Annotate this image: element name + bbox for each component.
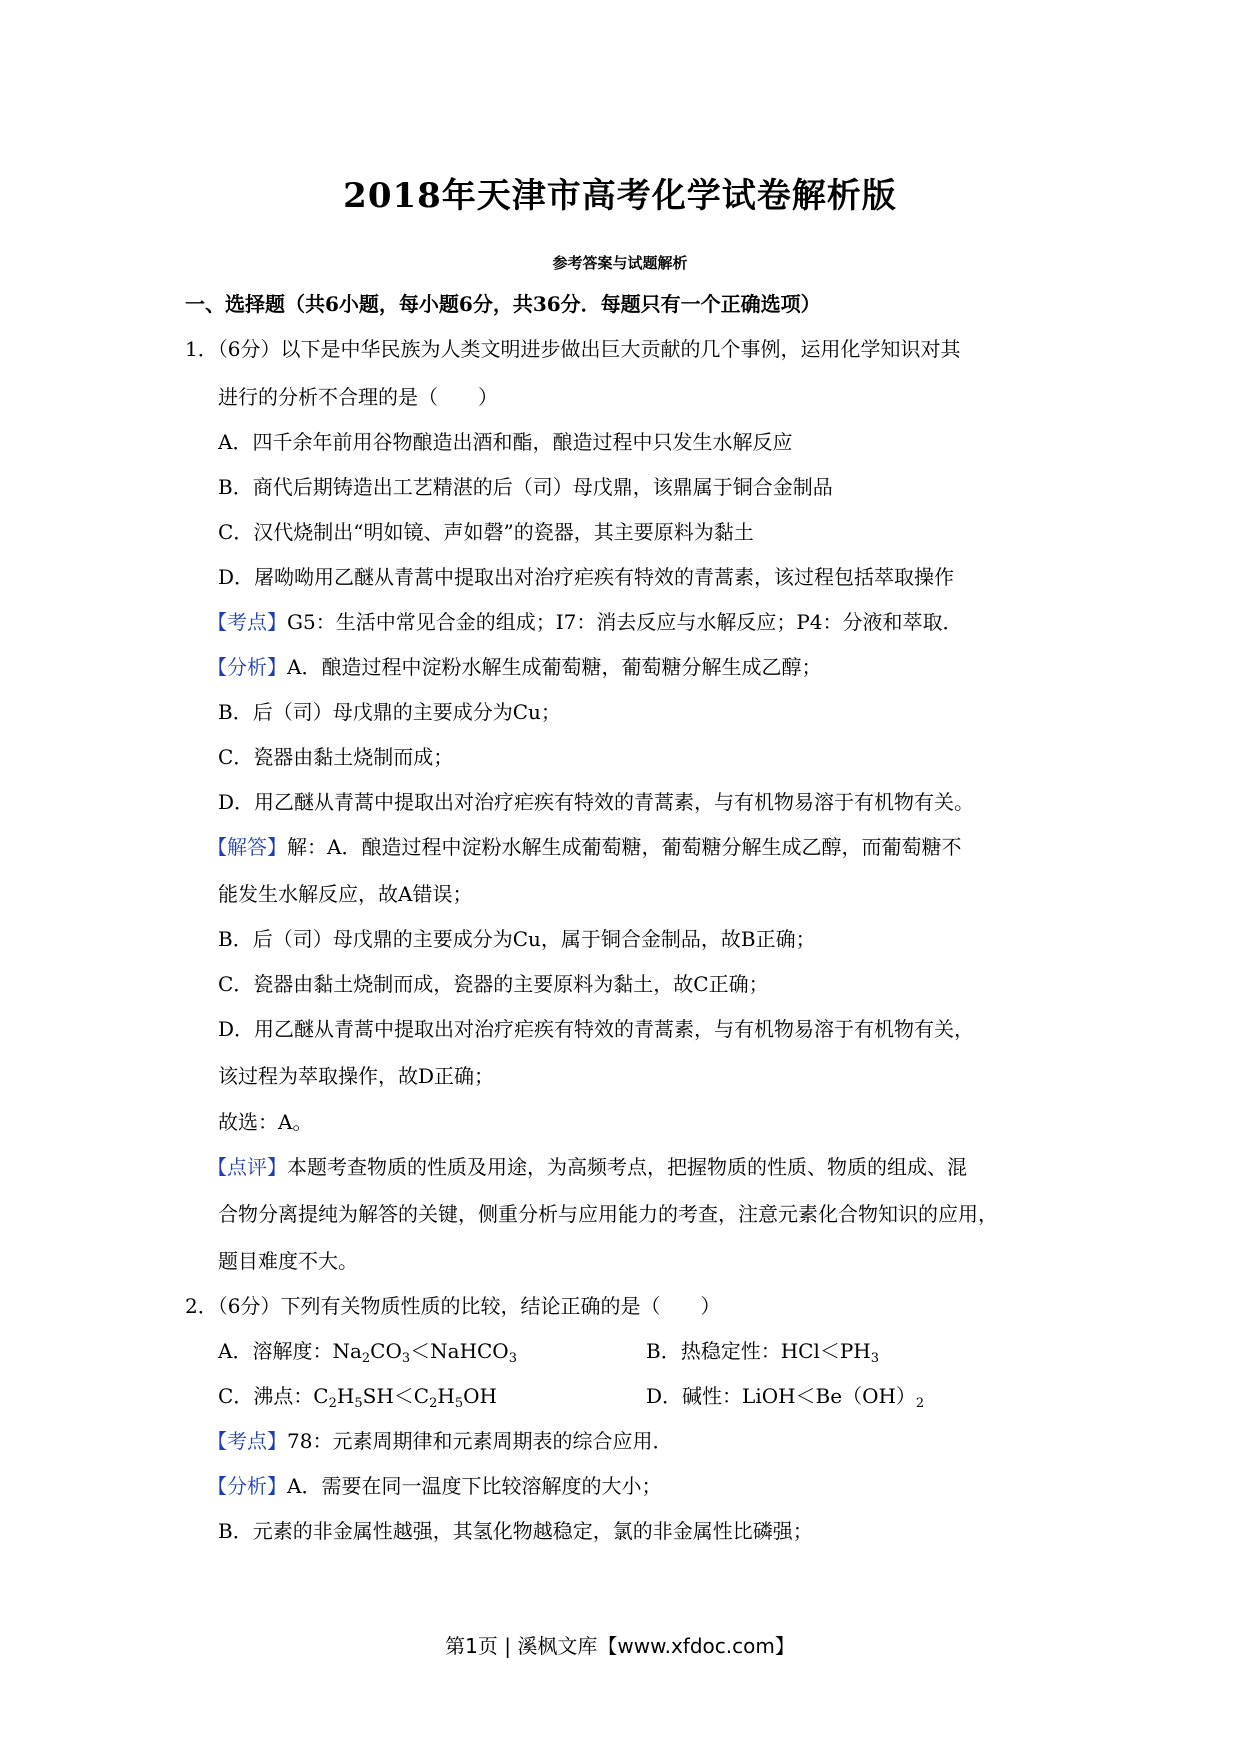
q1-fenxi-d: D．用乙醚从青蒿中提取出对治疗疟疾有特效的青蒿素，与有机物易溶于有机物有关。 [218, 790, 975, 814]
subscript: 2 [361, 1351, 371, 1366]
kaodian-text: G5：生活中常见合金的组成；I7：消去反应与水解反应；P4：分液和萃取． [287, 610, 963, 634]
q1-option-d: D．屠呦呦用乙醚从青蒿中提取出对治疗疟疾有特效的青蒿素，该过程包括萃取操作 [218, 565, 955, 589]
subscript: 2 [328, 1396, 337, 1411]
q2-option-c-text: C．沸点：C [218, 1384, 329, 1408]
q1-fenxi-b: B．后（司）母戊鼎的主要成分为Cu； [218, 700, 561, 724]
kaodian-text: 78：元素周期律和元素周期表的综合应用． [287, 1429, 673, 1453]
kaodian-tag: 【考点】 [207, 610, 287, 634]
q2-option-d-text: D．碱性：LiOH＜Be（OH） [646, 1384, 916, 1408]
dianping-text: 本题考查物质的性质及用途，为高频考点，把握物质的性质、物质的组成、混 [287, 1155, 967, 1179]
q1-fenxi-c: C．瓷器由黏土烧制而成； [218, 745, 454, 769]
page-footer: 第1页 | 溪枫文库【www.xfdoc.com】 [445, 1634, 795, 1658]
q2-option-c-text: H [336, 1384, 355, 1408]
q2-option-c-text: H [437, 1384, 455, 1408]
q2-option-c [218, 1382, 497, 1410]
q1-dianping-line2: 合物分离提纯为解答的关键，侧重分析与应用能力的考查，注意元素化合物知识的应用， [218, 1202, 998, 1226]
dianping-tag: 【点评】 [207, 1155, 287, 1179]
q1-dianping [207, 1153, 967, 1181]
kaodian-tag: 【考点】 [207, 1429, 287, 1453]
q2-option-a-text: A．溶解度：Na [218, 1339, 362, 1363]
q1-kaodian [207, 608, 963, 636]
fenxi-tag: 【分析】 [207, 655, 287, 679]
q2-option-a [218, 1337, 517, 1365]
subscript: 3 [508, 1351, 517, 1366]
q1-jieda-line2: 能发生水解反应，故A错误； [218, 882, 473, 906]
subscript: 5 [454, 1396, 464, 1411]
q1-jieda-c: C．瓷器由黏土烧制而成，瓷器的主要原料为黏土，故C正确； [218, 972, 769, 996]
q2-kaodian [207, 1427, 672, 1455]
subscript: 3 [401, 1351, 411, 1366]
fenxi-text: A．酿造过程中淀粉水解生成葡萄糖，葡萄糖分解生成乙醇； [287, 655, 822, 679]
subscript: 2 [429, 1396, 438, 1411]
page-subtitle: 参考答案与试题解析 [552, 254, 688, 272]
subscript: 5 [354, 1396, 363, 1411]
q2-option-a-text: CO [370, 1339, 402, 1363]
q1-option-c: C．汉代烧制出“明如镜、声如磬”的瓷器，其主要原料为黏土 [218, 520, 754, 544]
q1-answer: 故选：A。 [218, 1110, 313, 1134]
q2-option-c-text: OH [463, 1384, 497, 1408]
q1-dianping-line3: 题目难度不大。 [218, 1249, 358, 1273]
q1-option-a: A．四千余年前用谷物酿造出酒和酯，酿造过程中只发生水解反应 [218, 430, 793, 454]
page-title: 2018年天津市高考化学试卷解析版 [343, 176, 897, 216]
q1-fenxi [207, 653, 821, 681]
q2-option-c-text: SH＜C [362, 1384, 430, 1408]
jieda-tag: 【解答】 [207, 835, 287, 859]
q2-option-a-text: ＜NaHCO [410, 1339, 509, 1363]
q1-jieda-d: D．用乙醚从青蒿中提取出对治疗疟疾有特效的青蒿素，与有机物易溶于有机物有关， [218, 1017, 975, 1041]
section-heading: 一、选择题（共6小题，每小题6分，共36分．每题只有一个正确选项） [185, 292, 821, 316]
q1-jieda-d-line2: 该过程为萃取操作，故D正确； [218, 1064, 495, 1088]
q2-fenxi [207, 1472, 661, 1500]
q1-jieda-b: B．后（司）母戊鼎的主要成分为Cu，属于铜合金制品，故B正确； [218, 927, 816, 951]
q2-stem: 2．（6分）下列有关物质性质的比较，结论正确的是（ ） [185, 1294, 721, 1318]
q2-option-b-text: B．热稳定性：HCl＜PH [646, 1339, 871, 1363]
jieda-text: 解：A．酿造过程中淀粉水解生成葡萄糖，葡萄糖分解生成乙醇，而葡萄糖不 [287, 835, 962, 859]
q1-option-b: B．商代后期铸造出工艺精湛的后（司）母戊鼎，该鼎属于铜合金制品 [218, 475, 833, 499]
q2-option-d [646, 1382, 924, 1410]
fenxi-tag: 【分析】 [207, 1474, 287, 1498]
fenxi-text: A．需要在同一温度下比较溶解度的大小； [287, 1474, 662, 1498]
q2-fenxi-b: B．元素的非金属性越强，其氢化物越稳定，氯的非金属性比磷强； [218, 1519, 813, 1543]
q1-jieda [207, 833, 961, 861]
subscript: 2 [915, 1396, 925, 1411]
q2-option-b [646, 1337, 879, 1365]
q1-stem-line2: 进行的分析不合理的是（ ） [218, 385, 498, 409]
q1-stem-line1: 1．（6分）以下是中华民族为人类文明进步做出巨大贡献的几个事例，运用化学知识对其 [185, 337, 961, 361]
subscript: 3 [870, 1351, 880, 1366]
